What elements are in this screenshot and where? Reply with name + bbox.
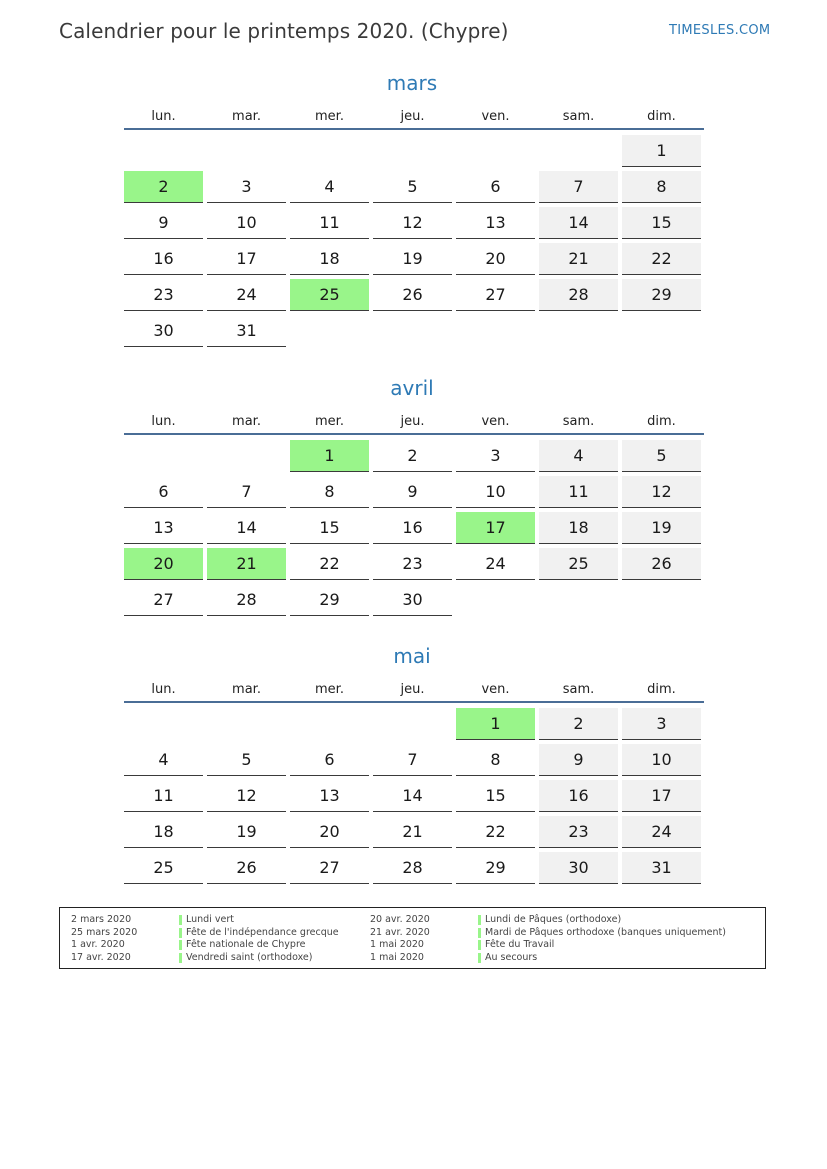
day-cell: 16: [373, 512, 452, 544]
weekday-label: dim.: [647, 109, 676, 124]
day-cell: 26: [373, 279, 452, 311]
day-cell: 1: [622, 135, 701, 167]
day-cell: 26: [207, 852, 286, 884]
weekday-label: mar.: [232, 414, 261, 429]
empty-day-cell: [539, 135, 618, 166]
day-cell: 12: [622, 476, 701, 508]
day-cell: 5: [373, 171, 452, 203]
weekday-label: jeu.: [400, 414, 425, 429]
day-cell: 13: [456, 207, 535, 239]
day-cell: 11: [539, 476, 618, 508]
month-name: mai: [393, 644, 431, 668]
weekday-label: mer.: [315, 682, 344, 697]
day-cell: 22: [290, 548, 369, 580]
empty-day-cell: [124, 440, 203, 471]
day-cell: 28: [539, 279, 618, 311]
day-cell: 23: [373, 548, 452, 580]
empty-day-cell: [207, 135, 286, 166]
legend-date: 25 mars 2020: [71, 926, 138, 938]
weekday-label: mer.: [315, 414, 344, 429]
weekday-header: [124, 679, 704, 703]
legend-holiday-name: Au secours: [478, 952, 537, 965]
holiday-legend: [59, 907, 766, 969]
day-cell: 7: [207, 476, 286, 508]
day-cell: 5: [207, 744, 286, 776]
day-cell: 29: [622, 279, 701, 311]
day-cell: 12: [207, 780, 286, 812]
day-cell: 30: [539, 852, 618, 884]
month-name: avril: [390, 376, 434, 400]
legend-date: 1 avr. 2020: [71, 939, 125, 951]
day-cell: 2: [373, 440, 452, 472]
day-cell: 14: [539, 207, 618, 239]
day-cell: 11: [290, 207, 369, 239]
holiday-day-cell: 21: [207, 548, 286, 580]
legend-date: 1 mai 2020: [370, 951, 424, 963]
day-cell: 14: [207, 512, 286, 544]
legend-holiday-name: Lundi vert: [179, 914, 234, 927]
weekday-label: ven.: [481, 109, 510, 124]
day-cell: 17: [207, 243, 286, 275]
legend-holiday-name: Fête de l'indépendance grecque: [179, 927, 339, 940]
day-cell: 28: [207, 584, 286, 616]
holiday-day-cell: 20: [124, 548, 203, 580]
month-calendar-mai: [124, 641, 704, 887]
day-cell: 16: [124, 243, 203, 275]
empty-day-cell: [456, 135, 535, 166]
day-cell: 25: [539, 548, 618, 580]
weekday-label: jeu.: [400, 682, 425, 697]
day-cell: 18: [124, 816, 203, 848]
holiday-day-cell: 25: [290, 279, 369, 311]
day-cell: 6: [124, 476, 203, 508]
page-title: Calendrier pour le printemps 2020. (Chypre): [59, 19, 509, 43]
weekday-label: mar.: [232, 682, 261, 697]
day-cell: 27: [290, 852, 369, 884]
day-cell: 4: [124, 744, 203, 776]
legend-date: 21 avr. 2020: [370, 926, 430, 938]
day-cell: 8: [290, 476, 369, 508]
legend-date: 20 avr. 2020: [370, 914, 430, 925]
day-cell: 29: [456, 852, 535, 884]
weekday-label: dim.: [647, 682, 676, 697]
day-cell: 4: [290, 171, 369, 203]
legend-holiday-name: Mardi de Pâques orthodoxe (banques uniquement): [478, 927, 726, 940]
weekday-label: lun.: [151, 414, 176, 429]
day-cell: 20: [290, 816, 369, 848]
weekday-label: sam.: [562, 109, 595, 124]
day-cell: 27: [456, 279, 535, 311]
day-cell: 15: [290, 512, 369, 544]
weekday-label: sam.: [562, 682, 595, 697]
day-cell: 5: [622, 440, 701, 472]
weekday-label: mar.: [232, 109, 261, 124]
weekday-label: jeu.: [400, 109, 425, 124]
empty-day-cell: [290, 135, 369, 166]
day-cell: 8: [456, 744, 535, 776]
empty-day-cell: [373, 135, 452, 166]
day-cell: 7: [373, 744, 452, 776]
legend-date: 2 mars 2020: [71, 914, 132, 925]
day-cell: 26: [622, 548, 701, 580]
weekday-header: [124, 411, 704, 435]
day-cell: 15: [456, 780, 535, 812]
day-cell: 30: [373, 584, 452, 616]
day-cell: 21: [539, 243, 618, 275]
legend-date: 17 avr. 2020: [71, 951, 131, 963]
day-cell: 11: [124, 780, 203, 812]
day-cell: 22: [456, 816, 535, 848]
empty-day-cell: [207, 708, 286, 739]
day-cell: 6: [456, 171, 535, 203]
month-calendar-avril: [124, 373, 704, 619]
month-calendar-mars: [124, 68, 704, 350]
day-cell: 13: [124, 512, 203, 544]
day-cell: 19: [622, 512, 701, 544]
day-cell: 27: [124, 584, 203, 616]
empty-day-cell: [124, 135, 203, 166]
day-cell: 24: [456, 548, 535, 580]
weekday-label: sam.: [562, 414, 595, 429]
day-cell: 28: [373, 852, 452, 884]
holiday-day-cell: 1: [456, 708, 535, 740]
day-cell: 31: [207, 315, 286, 347]
legend-holiday-name: Fête nationale de Chypre: [179, 939, 306, 952]
day-cell: 18: [539, 512, 618, 544]
weekday-label: lun.: [151, 682, 176, 697]
day-cell: 20: [456, 243, 535, 275]
day-cell: 29: [290, 584, 369, 616]
day-cell: 9: [373, 476, 452, 508]
weekday-label: dim.: [647, 414, 676, 429]
legend-holiday-name: Fête du Travail: [478, 939, 554, 952]
day-cell: 30: [124, 315, 203, 347]
day-cell: 3: [622, 708, 701, 740]
empty-day-cell: [373, 708, 452, 739]
day-cell: 3: [207, 171, 286, 203]
empty-day-cell: [290, 708, 369, 739]
holiday-day-cell: 2: [124, 171, 203, 203]
legend-date: 1 mai 2020: [370, 939, 424, 951]
month-name: mars: [386, 71, 438, 95]
day-cell: 2: [539, 708, 618, 740]
day-cell: 22: [622, 243, 701, 275]
day-cell: 6: [290, 744, 369, 776]
day-cell: 7: [539, 171, 618, 203]
weekday-label: ven.: [481, 414, 510, 429]
day-cell: 15: [622, 207, 701, 239]
day-cell: 23: [124, 279, 203, 311]
days-grid: [124, 134, 704, 350]
days-grid: [124, 439, 704, 619]
day-cell: 10: [622, 744, 701, 776]
day-cell: 17: [622, 780, 701, 812]
weekday-label: ven.: [481, 682, 510, 697]
day-cell: 23: [539, 816, 618, 848]
weekday-label: mer.: [315, 109, 344, 124]
day-cell: 3: [456, 440, 535, 472]
day-cell: 10: [207, 207, 286, 239]
holiday-day-cell: 17: [456, 512, 535, 544]
day-cell: 19: [373, 243, 452, 275]
day-cell: 24: [622, 816, 701, 848]
site-link[interactable]: TIMESLES.COM: [669, 23, 771, 38]
day-cell: 19: [207, 816, 286, 848]
day-cell: 24: [207, 279, 286, 311]
day-cell: 9: [124, 207, 203, 239]
day-cell: 8: [622, 171, 701, 203]
day-cell: 14: [373, 780, 452, 812]
day-cell: 21: [373, 816, 452, 848]
empty-day-cell: [124, 708, 203, 739]
legend-holiday-name: Vendredi saint (orthodoxe): [179, 952, 312, 965]
weekday-header: [124, 106, 704, 130]
weekday-label: lun.: [151, 109, 176, 124]
days-grid: [124, 707, 704, 887]
day-cell: 25: [124, 852, 203, 884]
day-cell: 4: [539, 440, 618, 472]
empty-day-cell: [207, 440, 286, 471]
day-cell: 31: [622, 852, 701, 884]
day-cell: 10: [456, 476, 535, 508]
holiday-day-cell: 1: [290, 440, 369, 472]
day-cell: 13: [290, 780, 369, 812]
day-cell: 9: [539, 744, 618, 776]
legend-holiday-name: Lundi de Pâques (orthodoxe): [478, 914, 621, 927]
day-cell: 16: [539, 780, 618, 812]
day-cell: 12: [373, 207, 452, 239]
day-cell: 18: [290, 243, 369, 275]
